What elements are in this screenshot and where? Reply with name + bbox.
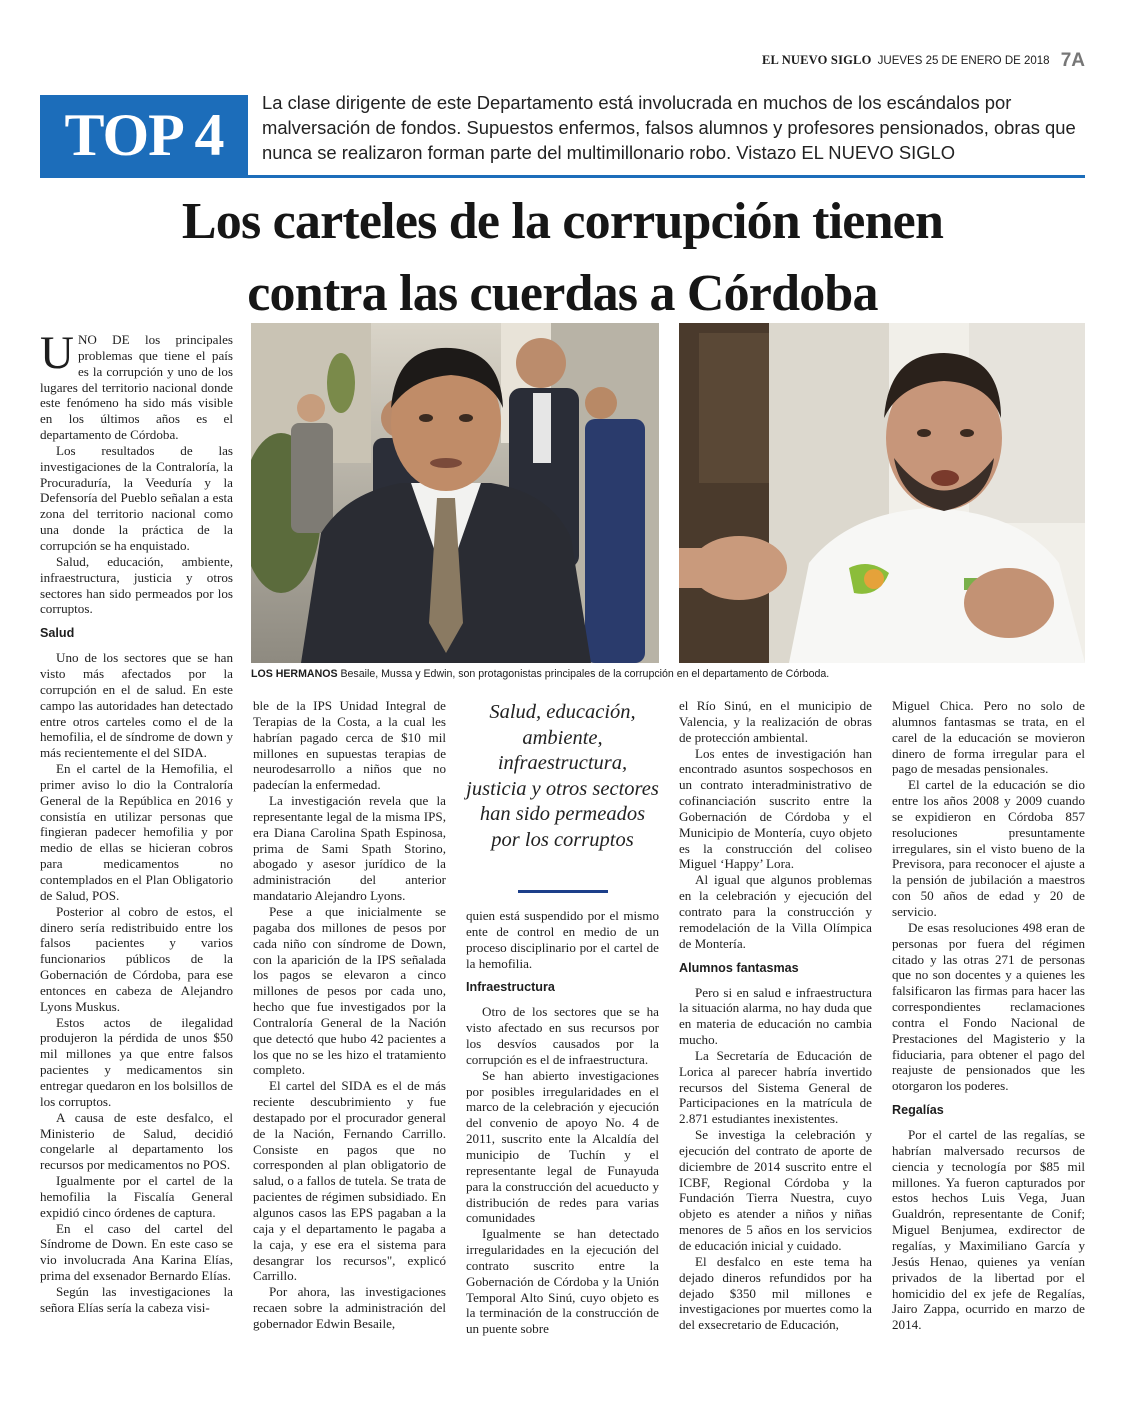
paragraph: El desfalco en este tema ha dejado dineros refundidos por ha dejado $350 mil millones e investigaciones por muertes como la del exsecretario de Educación,: [679, 1253, 872, 1333]
photo-edwin-besaile: [679, 323, 1085, 663]
paragraph: El cartel del SIDA es el de más reciente descubrimiento y fue destapado por el procurador general de la Nación, Fernando Carrillo. Consiste en pagos que no corresponden al plan obligatorio de salud, o a fallos de tutela. Se trata de pacientes de régimen subsidiado. En algunos casos las EPS pagaban a la caja y el departamento le pagaba a la caja, y ese era el sistema para desangrar los recursos", explicó Carrillo.: [253, 1078, 446, 1284]
issue-date: JUEVES 25 DE ENERO DE 2018: [877, 55, 1050, 67]
paragraph: Miguel Chica. Pero no solo de alumnos fantasmas se trata, en el carel de la educación se movieron dinero de forma irregular para el pago de mesadas pensionales.: [892, 698, 1085, 777]
banner-divider: [40, 175, 1085, 178]
page-number: 7A: [1060, 50, 1085, 71]
article-headline: [40, 186, 1085, 330]
paragraph: Igualmente se han detectado irregularidades en la ejecución del contrato suscrito entre la Gobernación de Córdoba y la Unión Temporal Alto Sinú, cuyo objeto es la terminación de la construcción de un puente sobre: [466, 1226, 659, 1337]
paragraph: Igualmente por el cartel de la hemofilia la Fiscalía General expidió cinco órdenes de captura.: [40, 1173, 233, 1220]
paragraph: ble de la IPS Unidad Integral de Terapias de la Costa, a la cual les habrían pagado cerca de $10 mil millones en supuestas terapias de neurodesarrollo a niños que no padecían la enfermedad.: [253, 698, 446, 793]
paragraph: El cartel de la educación se dio entre los años 2008 y 2009 cuando se expidieron en Córdoba 857 resoluciones presuntamente irregulares, sin el visto bueno de la Previsora, para reconocer el ajuste a la pensión de jubilación a maestros con 50 años de edad y 20 de servicio.: [892, 777, 1085, 919]
caption-text: Besaile, Mussa y Edwin, son protagonistas principales de la corrupción en el departamento de Córboda.: [337, 668, 830, 680]
pull-quote: Salud, educación, ambiente, infraestructura, justicia y otros sectores han sido permeados por los corruptos: [466, 701, 659, 851]
subhead-alumnos-fantasmas: Alumnos fantasmas: [679, 960, 799, 975]
article-column-2: [253, 698, 446, 1332]
subhead-salud: Salud: [40, 626, 75, 641]
photo-caption: [251, 667, 1085, 681]
pull-quote-rule: [518, 890, 608, 893]
headline-line-1: Los carteles de la corrupción tienen: [181, 193, 944, 250]
paragraph: Los resultados de las investigaciones de la Contraloría, la Procuraduría, la Veeduría y la Defensoría del Pueblo señalan a esta zona del territorio nacional como una donde la práctica de la corrupción se ha enquistado.: [40, 442, 233, 553]
paragraph: Los entes de investigación han encontrado asuntos sospechosos en un contrato interadministrativo de cofinanciación suscrito entre la Gobernación de Córdoba y el Municipio de Montería, cuyo objeto es la construcción del coliseo Miguel ‘Happy’ Lora.: [679, 745, 872, 872]
caption-lead: LOS HERMANOS: [251, 668, 338, 680]
paragraph: Estos actos de ilegalidad produjeron la pérdida de unos $50 mil millones ya que entre falsos pacientes y medicamentos sin entregar quedaron en los bolsillos de los corruptos.: [40, 1014, 233, 1109]
paragraph: Uno de los sectores que se han visto más afectados por la corrupción en el de salud. En este campo las autoridades han detectado entre otros carteles como el de la hemofilia, el de síndrome de down y más recientemente el del SIDA.: [40, 650, 233, 761]
headline-line-2: contra las cuerdas a Córdoba: [247, 265, 878, 322]
subhead-regalias: Regalías: [892, 1103, 944, 1118]
paragraph: el Río Sinú, en el municipio de Valencia, y la realización de obras de protección ambiental.: [679, 698, 872, 745]
article-column-5: [892, 698, 1085, 1333]
paragraph: Salud, educación, ambiente, infraestructura, justicia y otros sectores han sido permeados por los corruptos.: [40, 553, 233, 617]
photo-besaile-mussa: [251, 323, 659, 663]
paragraph: De esas resoluciones 498 eran de personas por fuera del régimen citado y las otras 271 de personas que no son docentes y a quienes les falsificaron las firmas para hacer las correspondientes reclamaciones contra el Fondo Nacional de Prestaciones del Magisterio y la fiduciaria, para obtener el pago del reajuste de pensionados que les otorgaron los poderes.: [892, 919, 1085, 1094]
paragraph: La Secretaría de Educación de Lorica al parecer habría invertido recursos del Sistema General de Participaciones en la matrícula de 2.871 estudiantes inexistentes.: [679, 1047, 872, 1127]
article-column-3: [466, 908, 659, 1337]
newspaper-name: EL NUEVO SIGLO: [761, 53, 872, 67]
paragraph: Posterior al cobro de estos, el dinero sería redistribuido entre los falsos pacientes y varios funcionarios públicos de la Gobernación de Córdoba, para ese entonces en cabeza de Alejandro Lyons Muskus.: [40, 903, 233, 1014]
article-column-4: [679, 698, 872, 1333]
paragraph: Por el cartel de las regalías, se habrían malversado recursos de ciencia y tecnología por $85 mil millones. Ya fueron capturados por estos hechos Luis Vega, Juan Gualdrón, representante de Conif; Miguel Benjumea, exdirector de regalías, y Maximiliano García y Jesús Henao, quienes ya venían privados de la libertad por el homicidio del ex jefe de Regalías, Jairo Zappa, ocurrido en marzo de 2014.: [892, 1127, 1085, 1333]
masthead: [762, 50, 1085, 72]
paragraph: Según las investigaciones la señora Elías sería la cabeza visi-: [40, 1283, 233, 1315]
paragraph: Se investiga la celebración y ejecución del contrato de aporte de diciembre de 2014 suscrito entre el ICBF, Regional Córdoba y la Fundación Tierra Nuestra, cuyo objeto es atender a niños y niñas menores de 5 años en los servicios de educación inicial y cuidado.: [679, 1127, 872, 1253]
paragraph: La investigación revela que la representante legal de la misma IPS, era Diana Carolina Spath Espinosa, prima de Sami Spath Storino, abogado y asesor jurídico de la administración del anterior mandatario Alejandro Lyons.: [253, 793, 446, 904]
paragraph: A causa de este desfalco, el Ministerio de Salud, decidió congelarle al departamento los recursos por medicamentos no POS.: [40, 1109, 233, 1173]
paragraph: Pese a que inicialmente se pagaba dos millones de pesos por cada niño con síndrome de Down, con la aparición de la IPS señalada los pagos se elevaron a cinco millones de pesos por cada uno, hecho que fue investigados por la Contraloría General de la Nación que detectó que hubo 42 pacientes a los que no se les hizo el tratamiento completo.: [253, 903, 446, 1078]
paragraph: quien está suspendido por el mismo ente de control en medio de un proceso disciplinario por el cartel de la hemofilia.: [466, 908, 659, 971]
paragraph: Pero si en salud e infraestructura la situación alarma, no hay duda que en materia de educación no cambia mucho.: [679, 984, 872, 1048]
section-summary: La clase dirigente de este Departamento está involucrada en muchos de los escándalos por malversación de fondos. Supuestos enfermos, falsos alumnos y profesores pensionados, obras que nunca se realizaron forman parte del multimillonario robo. Vistazo EL NUEVO SIGLO: [262, 92, 1076, 163]
subhead-infraestructura: Infraestructura: [466, 980, 555, 995]
paragraph: Se han abierto investigaciones por posibles irregularidades en el marco de la celebración y ejecución del convenio de apoyo No. 4 de 2011, suscrito ente la Alcaldía del municipio de Tuchín y el representante legal de Funayuda para la construcción del acueducto y distribución de redes para varias comunidades: [466, 1067, 659, 1226]
paragraph: Otro de los sectores que se ha visto afectado en sus recursos por los desvíos causados por la corrupción es el de infraestructura.: [466, 1004, 659, 1067]
section-badge: TOP 4: [40, 95, 248, 177]
article-column-1: [40, 327, 233, 1316]
article-lead-paragraph: UNO DE los principales problemas que tiene el país es la corrupción y uno de los lugares del territorio nacional donde este fenómeno ha sido más visible en los últimos años es el departamento de Córdoba.: [40, 327, 233, 443]
drop-cap: U: [40, 327, 74, 379]
paragraph: Por ahora, las investigaciones recaen sobre la administración del gobernador Edwin Besaile,: [253, 1284, 446, 1331]
paragraph: Al igual que algunos problemas en la celebración y ejecución del contrato para la construcción y remodelación de la Villa Olímpica de Montería.: [679, 872, 872, 951]
paragraph: En el cartel de la Hemofilia, el primer aviso lo dio la Contraloría General de la República en 2016 y consistía en utilizar personas que fingieran padecer hemofilia y por medio de ellas se hicieran cobros para medicamentos no contemplados en el Plan Obligatorio de Salud, POS.: [40, 761, 233, 903]
paragraph: En el caso del cartel del Síndrome de Down. En este caso se vio involucrada Ana Karina Elías, prima del exsenador Bernardo Elías.: [40, 1220, 233, 1284]
